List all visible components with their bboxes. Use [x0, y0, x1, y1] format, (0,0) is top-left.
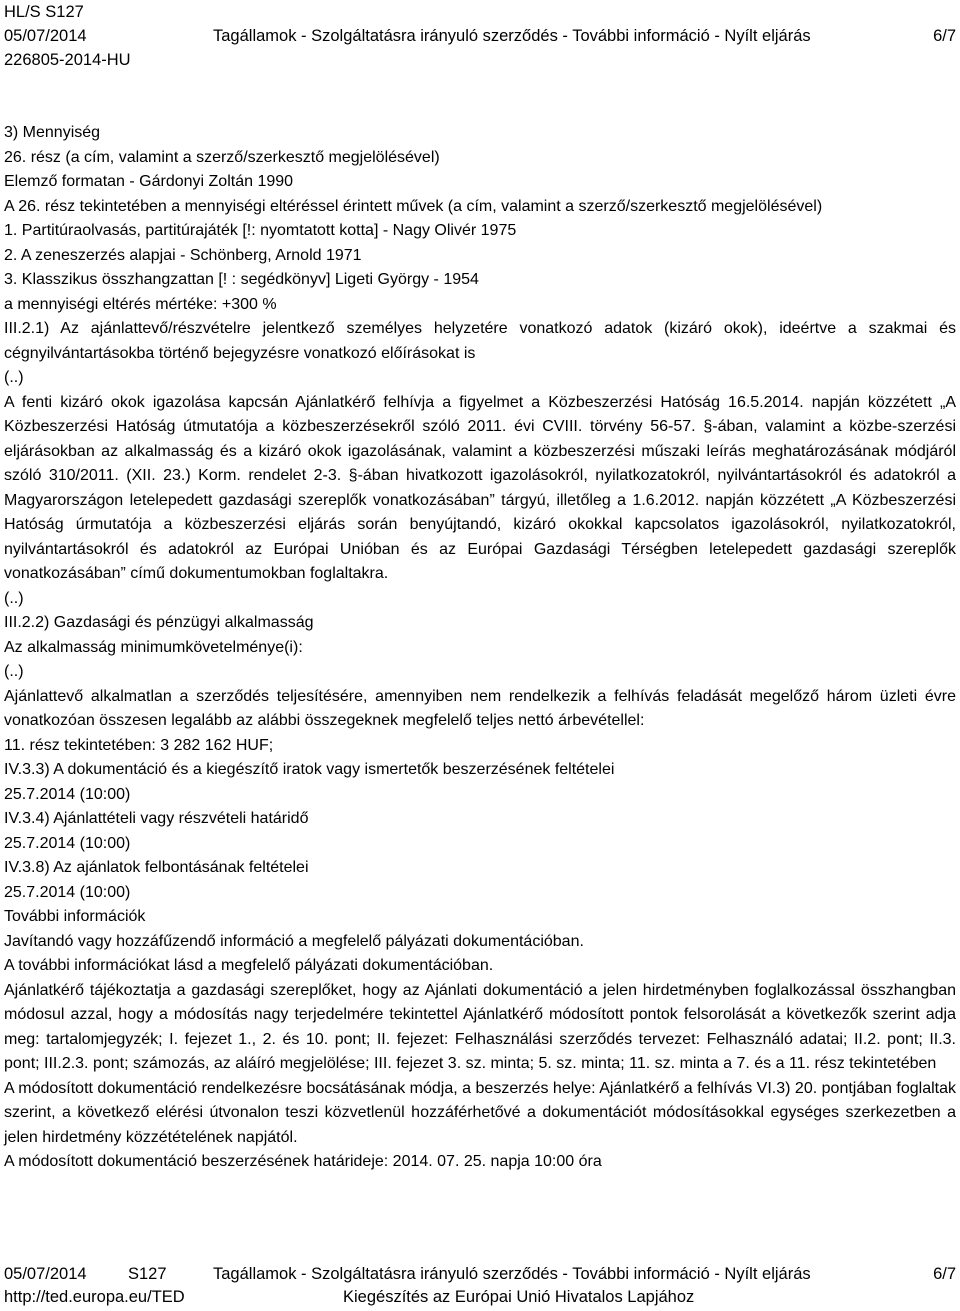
date-value: 25.7.2014 (10:00)	[4, 785, 131, 803]
section-heading: IV.3.3) A dokumentáció és a kiegészítő iratok vagy ismertetők beszerzésének feltételei	[4, 761, 615, 778]
ellipsis: (..)	[4, 589, 24, 607]
paragraph: 11. rész tekintetében: 3 282 162 HUF;	[4, 736, 274, 754]
paragraph: Ajánlattevő alkalmatlan a szerződés teljesítésére, amennyiben nem rendelkezik a felhívás feladását megelőző három üzleti évre vonatkozóan összesen legalább az alábbi összegeknek megfelelő teljes nettó árbevétellel:	[4, 687, 956, 729]
page-footer	[4, 1263, 956, 1309]
paragraph: A fenti kizáró okok igazolása kapcsán Ajánlatkérő felhívja a figyelmet a Közbeszerzési Hatóság 16.5.2014. napján közzétett „A Közbeszerzési Hatóság útmutatója a közbeszerzésekről szóló 2011. évi CVIII. törvény 56-57. §-ában, valamint a közbe-szerzési eljárásokban az alkalmasság és a kizáró okok igazolásának, valamint a közbeszerzési műszaki leírás meghatározásának módjáról szóló 310/2011. (XII. 23.) Korm. rendelet 2-3. §-ában hivatkozott igazolásokról, nyilatkozatokról, nyilvántartásokról és adatokról a Magyarországon letelepedett gazdasági szereplők vonatkozásában” tárgyú, illetőleg a 1.6.2012. napján közzétett „A Közbeszerzési Hatóság úrmutatója a közbeszerzési eljárás során benyújtandó, kizáró okokkal kapcsolatos igazolásokról, nyilatkozatokról, nyilvántartásokról és adatokról az Európai Unióban és az Európai Gazdasági Térségben letelepedett gazdasági szereplők vonatkozásában” című dokumentumokban foglaltakra.	[4, 393, 956, 582]
header-doc-id: HL/S S127	[4, 3, 84, 21]
header-row-1	[4, 0, 956, 24]
footer-url-link[interactable]: http://ted.europa.eu/TED	[4, 1288, 185, 1306]
paragraph: Ajánlatkérő tájékoztatja a gazdasági szereplőket, hogy az Ajánlati dokumentáció a jelen hirdetményben foglalkozással összhangban módosul azzal, hogy a módosítás nagy terjedelmére tekintettel Ajánlatkérő módosított pontok felsorolását a következők szerint adja meg: tartalomjegyzék; I. fejezet 1., 2. és 10. pont; II. fejezet: Felhasználási szerződés tervezet: Felhasználó adatai; II.2. pont; II.3. pont; III.2.3. pont; számozás, az aláíró megjelölése; III. fejezet 3. sz. minta; 5. sz. minta; 11. sz. minta a 7. és a 11. rész tekintetében	[4, 981, 956, 1072]
paragraph: 26. rész (a cím, valamint a szerző/szerkesztő megjelölésével)	[4, 148, 440, 166]
header-title: Tagállamok - Szolgáltatásra irányuló szerződés - További információ - Nyílt eljárás	[213, 27, 811, 45]
paragraph: A további információkat lásd a megfelelő pályázati dokumentációban.	[4, 957, 494, 974]
paragraph: III.2.1) Az ajánlattevő/részvételre jelentkező személyes helyzetére vonatkozó adatok (kizáró okok), ideértve a szakmai és cégnyilvántartásokba történő bejegyzésre vonatkozó előírásokat is	[4, 320, 956, 362]
ellipsis: (..)	[4, 369, 24, 386]
footer-supplement: Kiegészítés az Európai Unió Hivatalos Lapjához	[343, 1288, 695, 1306]
section-heading: III.2.2) Gazdasági és pénzügyi alkalmasság	[4, 614, 314, 631]
footer-series: S127	[128, 1265, 167, 1283]
paragraph: A módosított dokumentáció rendelkezésre bocsátásának módja, a beszerzés helye: Ajánlatkérő a felhívás VI.3) 20. pontjában foglaltak szerint, a következő elérési útvonalon teszi közvetlenül hozzáférhetővé a dokumentációt módosításokkal egységes szerkezetben a jelen hirdetmény közzétételének napjától.	[4, 1079, 956, 1146]
page-header	[4, 0, 956, 72]
footer-row-1	[4, 1263, 956, 1286]
header-notice-number: 226805-2014-HU	[4, 51, 131, 69]
section-heading: További információk	[4, 908, 146, 925]
paragraph: 1. Partitúraolvasás, partitúrajáték [!: nyomtatott kotta] - Nagy Olivér 1975	[4, 222, 517, 239]
footer-page-number: 6/7	[933, 1265, 956, 1283]
document-body	[4, 121, 956, 1175]
paragraph: Az alkalmasság minimumkövetelménye(i):	[4, 638, 303, 656]
date-value: 25.7.2014 (10:00)	[4, 834, 131, 852]
footer-date: 05/07/2014	[4, 1265, 87, 1283]
paragraph: A 26. rész tekintetében a mennyiségi eltéréssel érintett művek (a cím, valamint a szerző/szerkesztő megjelölésével)	[4, 197, 823, 215]
ellipsis: (..)	[4, 663, 24, 680]
paragraph: 2. A zeneszerzés alapjai - Schönberg, Arnold 1971	[4, 246, 362, 264]
paragraph: A módosított dokumentáció beszerzésének határideje: 2014. 07. 25. napja 10:00 óra	[4, 1153, 602, 1170]
header-page-number: 6/7	[933, 27, 956, 45]
paragraph: a mennyiségi eltérés mértéke: +300 %	[4, 295, 277, 313]
section-heading: IV.3.4) Ajánlattételi vagy részvételi határidő	[4, 810, 309, 827]
footer-title: Tagállamok - Szolgáltatásra irányuló szerződés - További információ - Nyílt eljárás	[213, 1265, 811, 1283]
paragraph: Javítandó vagy hozzáfűzendő információ a megfelelő pályázati dokumentációban.	[4, 932, 584, 950]
section-heading: 3) Mennyiség	[4, 124, 101, 141]
paragraph: Elemző formatan - Gárdonyi Zoltán 1990	[4, 173, 294, 190]
paragraph: 3. Klasszikus összhangzattan [! : segédkönyv] Ligeti György - 1954	[4, 271, 479, 288]
header-row-2	[4, 24, 956, 48]
header-row-3	[4, 48, 956, 72]
date-value: 25.7.2014 (10:00)	[4, 883, 131, 901]
section-heading: IV.3.8) Az ajánlatok felbontásának feltételei	[4, 859, 309, 876]
footer-row-2	[4, 1286, 956, 1309]
header-date: 05/07/2014	[4, 27, 87, 45]
